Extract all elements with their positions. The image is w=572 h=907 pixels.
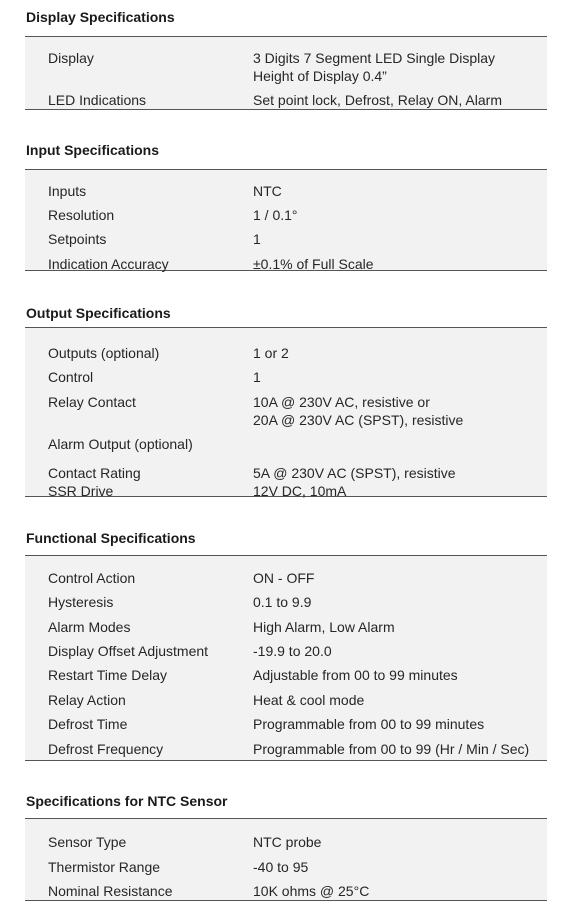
spec-table	[25, 327, 547, 497]
spec-label: Outputs (optional)	[48, 345, 160, 361]
spec-value	[253, 691, 364, 709]
spec-label: Control	[48, 369, 94, 385]
spec-label: Relay Action	[48, 692, 126, 708]
spec-label: Indication Accuracy	[48, 256, 169, 272]
spec-value-line: Set point lock, Defrost, Relay ON, Alarm	[253, 92, 502, 108]
spec-value-line: -40 to 95	[253, 859, 309, 875]
spec-value-line: High Alarm, Low Alarm	[253, 619, 395, 635]
spec-value	[253, 368, 261, 386]
spec-value	[253, 91, 502, 109]
spec-value-line: 1 or 2	[253, 345, 289, 361]
spec-label: Display Offset Adjustment	[48, 643, 209, 659]
spec-label: LED Indications	[48, 92, 147, 108]
spec-value-line: Adjustable from 00 to 99 minutes	[253, 667, 458, 683]
spec-label: Restart Time Delay	[48, 667, 168, 683]
spec-label: Alarm Modes	[48, 619, 131, 635]
spec-value-line: NTC probe	[253, 834, 322, 850]
spec-value	[253, 740, 529, 758]
spec-value	[253, 49, 495, 85]
spec-table	[25, 36, 547, 110]
section-title: Specifications for NTC Sensor	[26, 793, 228, 809]
spec-value-line: 3 Digits 7 Segment LED Single Display	[253, 50, 496, 66]
spec-table	[25, 169, 547, 271]
spec-label: Hysteresis	[48, 594, 114, 610]
spec-value-line: Heat & cool mode	[253, 692, 365, 708]
spec-label: Defrost Frequency	[48, 741, 164, 757]
spec-label: Display	[48, 50, 94, 66]
spec-value	[253, 482, 346, 500]
spec-table	[25, 818, 547, 901]
section-title: Input Specifications	[26, 142, 160, 158]
spec-value-line: Programmable from 00 to 99 minutes	[253, 716, 485, 732]
spec-value	[253, 206, 298, 224]
spec-value	[253, 593, 311, 611]
spec-value-line: 20A @ 230V AC (SPST), resistive	[253, 412, 464, 428]
spec-value-line: 1 / 0.1°	[253, 207, 298, 223]
spec-table	[25, 555, 547, 761]
section-title: Functional Specifications	[26, 530, 196, 546]
spec-label: Defrost Time	[48, 716, 128, 732]
spec-label: Control Action	[48, 570, 136, 586]
spec-value-line: 0.1 to 9.9	[253, 594, 312, 610]
spec-value-line: 5A @ 230V AC (SPST), resistive	[253, 465, 456, 481]
spec-value-line: 10A @ 230V AC, resistive or	[253, 394, 430, 410]
spec-label: Sensor Type	[48, 834, 127, 850]
spec-value-line: 1	[253, 369, 261, 385]
spec-value-line: 10K ohms @ 25°C	[253, 883, 370, 899]
spec-value	[253, 182, 282, 200]
spec-value	[253, 255, 374, 273]
section-title: Output Specifications	[26, 305, 171, 321]
spec-value	[253, 344, 289, 362]
spec-label: Thermistor Range	[48, 859, 161, 875]
section-title: Display Specifications	[26, 9, 175, 25]
spec-value	[253, 858, 308, 876]
spec-label: Nominal Resistance	[48, 883, 173, 899]
spec-value-line: ±0.1% of Full Scale	[253, 256, 374, 272]
spec-value	[253, 230, 261, 248]
spec-value-line: Programmable from 00 to 99 (Hr / Min / Sec)	[253, 741, 530, 757]
spec-label: Setpoints	[48, 231, 107, 247]
spec-value-line: 12V DC, 10mA	[253, 483, 347, 499]
spec-value	[253, 833, 321, 851]
spec-label: Resolution	[48, 207, 115, 223]
spec-value	[253, 569, 314, 587]
spec-value-line: Height of Display 0.4”	[253, 68, 387, 84]
spec-value-line: 1	[253, 231, 261, 247]
spec-label: Contact Rating	[48, 465, 141, 481]
spec-label: Alarm Output (optional)	[48, 436, 193, 452]
spec-label: Relay Contact	[48, 394, 136, 410]
spec-label: Inputs	[48, 183, 87, 199]
spec-value	[253, 393, 463, 429]
spec-value	[253, 882, 369, 900]
spec-value-line: -19.9 to 20.0	[253, 643, 332, 659]
spec-value-line: NTC	[253, 183, 282, 199]
spec-value	[253, 642, 332, 660]
spec-value-line: ON - OFF	[253, 570, 315, 586]
spec-value	[253, 666, 458, 684]
spec-label: SSR Drive	[48, 483, 114, 499]
spec-value	[253, 715, 484, 733]
spec-value	[253, 464, 456, 482]
spec-value	[253, 618, 395, 636]
